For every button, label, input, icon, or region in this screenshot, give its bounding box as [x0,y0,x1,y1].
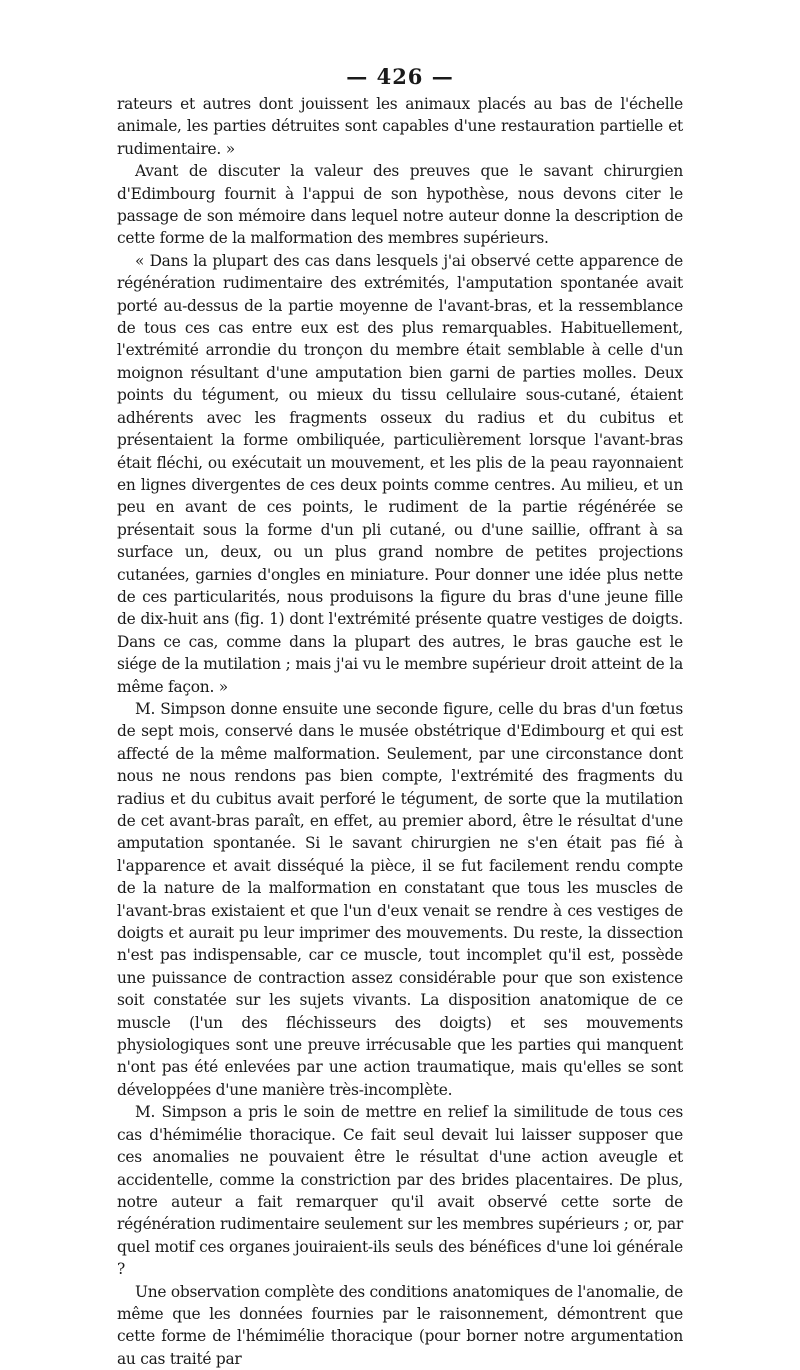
paragraph: M. Simpson donne ensuite une seconde figure, celle du bras d'un fœtus de sept mois, conservé dans le musée obstétrique d'Edimbourg et qui est affecté de la même malformation. Seulement, par une circonstance dont nous ne nous rendons pas bien compte, l'extrémité des fragments du radius et du cubitus avait perforé le tégument, de sorte que la mutilation de cet avant-bras paraît, en effet, au premier abord, être le résultat d'une amputation spontanée. Si le savant chirurgien ne s'en était pas fié à l'apparence et avait disséqué la pièce, il se fut facilement rendu compte de la nature de la malformation en constatant que tous les muscles de l'avant-bras existaient et que l'un d'eux venait se rendre à ces vestiges de doigts et aurait pu leur imprimer des mouvements. Du reste, la dissection n'est pas indispensable, car ce muscle, tout incomplet qu'il est, possède une puissance de contraction assez considérable pour que son existence soit constatée sur les sujets vivants. La disposition anatomique de ce muscle (l'un des fléchisseurs des doigts) et ses mouvements physiologiques sont une preuve irrécusable que les parties qui manquent n'ont pas été enlevées par une action traumatique, mais qu'elles se sont développées d'une manière très-incomplète. [117,699,683,1099]
paragraph: M. Simpson a pris le soin de mettre en relief la similitude de tous ces cas d'hémimélie thoracique. Ce fait seul devait lui laisser supposer que ces anomalies ne pouvaient être le résultat d'une action aveugle et accidentelle, comme la constriction par des brides placentaires. De plus, notre auteur a fait remarquer qu'il avait observé cette sorte de régénération rudimentaire seulement sur les membres supérieurs ; or, par quel motif ces organes jouiraient-ils seuls des bénéfices d'une loi générale ? [117,1103,683,1279]
paragraph: Une observation complète des conditions anatomiques de l'anomalie, de même que les données fournies par le raisonnement, démontrent que cette forme de l'hémimélie thoracique (pour borner notre argumentation au cas traité par [117,1282,683,1368]
body-text [117,93,683,1370]
paragraph: « Dans la plupart des cas dans lesquels j'ai observé cette apparence de régénération rudimentaire des extrémités, l'amputation spontanée avait porté au-dessus de la partie moyenne de l'avant-bras, et la ressemblance de tous ces cas entre eux est des plus remarquables. Habituellement, l'extrémité arrondie du tronçon du membre était semblable à celle d'un moignon résultant d'une amputation bien garni de parties molles. Deux points du tégument, ou mieux du tissu cellulaire sous-cutané, étaient adhérents avec les fragments osseux du radius et du cubitus et présentaient la forme ombiliquée, particulièrement lorsque l'avant-bras était fléchi, ou exécutait un mouvement, et les plis de la peau rayonnaient en lignes divergentes de ces deux points comme centres. Au milieu, et un peu en avant de ces points, le rudiment de la partie régénérée se présentait sous la forme d'un pli cutané, ou d'une saillie, offrant à sa surface un, deux, ou un plus grand nombre de petites projections cutanées, garnies d'ongles en miniature. Pour donner une idée plus nette de ces particularités, nous produisons la figure du bras d'une jeune fille de dix-huit ans (fig. 1) dont l'extrémité présente quatre vestiges de doigts. Dans ce cas, comme dans la plupart des autres, le bras gauche est le siége de la mutilation ; mais j'ai vu le membre supérieur droit atteint de la même façon. » [117,251,683,696]
paragraph: Avant de discuter la valeur des preuves que le savant chirurgien d'Edimbourg fournit à l'appui de son hypothèse, nous devons citer le passage de son mémoire dans lequel notre auteur donne la description de cette forme de la malformation des membres supérieurs. [117,162,683,248]
paragraph: rateurs et autres dont jouissent les animaux placés au bas de l'échelle animale, les parties détruites sont capables d'une restauration partielle et rudimentaire. » [117,95,683,158]
page-number: — 426 — [346,64,454,89]
